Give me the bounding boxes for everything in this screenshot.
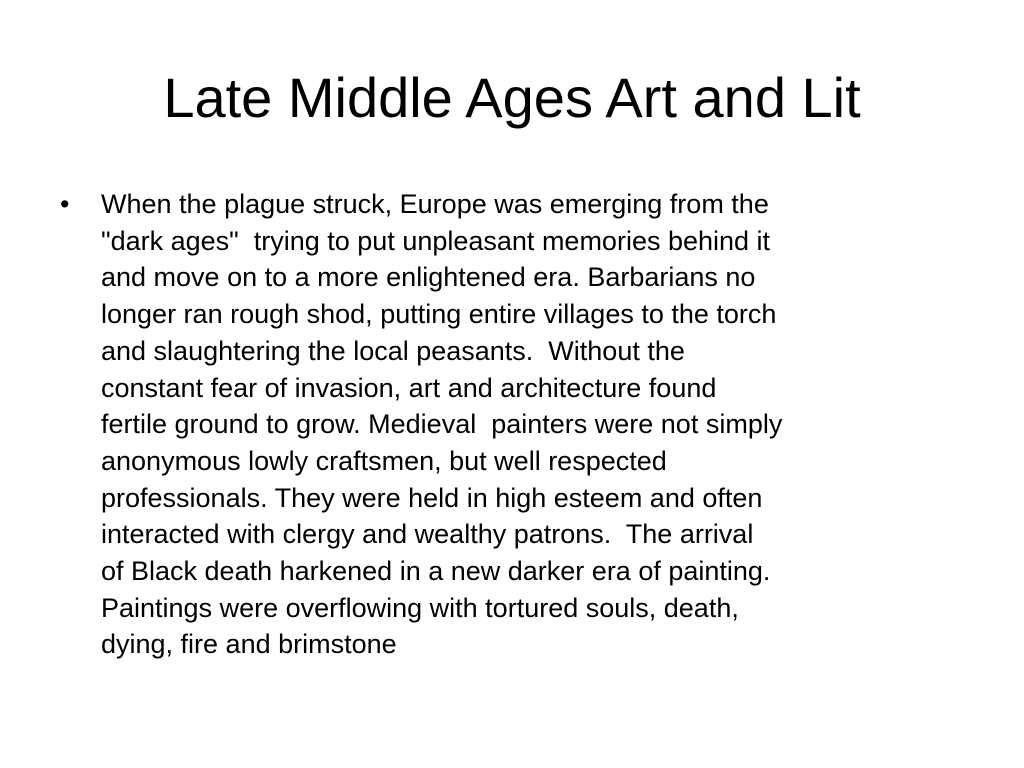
bullet-text-line: fertile ground to grow. Medieval painters were not simply <box>101 409 783 440</box>
bullet-marker: • <box>60 189 70 219</box>
bullet-text-line: anonymous lowly craftsmen, but well respected <box>101 445 667 476</box>
bullet-text-line: and move on to a more enlightened era. Barbarians no <box>101 262 756 293</box>
bullet-text-line: longer ran rough shod, putting entire villages to the torch <box>101 299 777 330</box>
bullet-text-line: "dark ages" trying to put unpleasant memories behind it <box>101 225 771 256</box>
bullet-text-line: dying, fire and brimstone <box>101 629 397 660</box>
bullet-item <box>60 186 972 663</box>
slide-title: Late Middle Ages Art and Lit <box>163 66 861 129</box>
bullet-text-line: When the plague struck, Europe was emerging from the <box>101 189 769 219</box>
bullet-text-line: interacted with clergy and wealthy patrons. The arrival <box>101 519 754 550</box>
bullet-text-line: professionals. They were held in high esteem and often <box>101 482 763 513</box>
bullet-text-line: of Black death harkened in a new darker era of painting. <box>101 556 771 587</box>
bullet-text <box>101 186 972 663</box>
bullet-text-line: constant fear of invasion, art and architecture found <box>101 372 717 403</box>
bullet-text-line: Paintings were overflowing with tortured souls, death, <box>101 592 739 623</box>
bullet-text-line: and slaughtering the local peasants. Without the <box>101 335 685 366</box>
bullet-list <box>60 186 972 663</box>
